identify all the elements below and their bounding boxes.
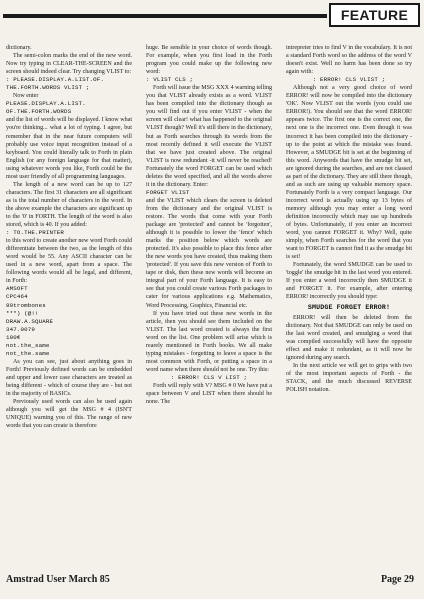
paragraph: to this word to create another new word Forth could differentiate between the two, as the length of this word would be 55. Any ASCII character can be used in a new word, apart from a space. The following words would all be legal, and different, in Forth: <box>6 238 132 285</box>
column-2 <box>146 44 272 566</box>
code-block: AMSOFT CPC464 99trombones ***) (@!! DRAW.A.SQUARE 347.0079 100€ not.the_same not_the.same <box>6 285 54 357</box>
paragraph: Fortunately, the word SMUDGE can be used to 'toggle' the smudge bit in the last word you entered. If you enter a word incorrectly then SMUDGE it and FORGET it. For example, after entering ERROR! incorrectly you should type: <box>286 262 412 301</box>
paragraph: intrepreter tries to find V in the vocabulary. It is not a standard Forth word so the address of the word V doesn't exist. Well no harm has been done so try again with: <box>286 45 412 76</box>
paragraph: ERROR! will then be deleted from the dictionary. Not that SMUDGE can only be used on the last word created, and smudging a word that was compiled successfully will have the opposite effect and make it redundant, as it will now be ignored during any search. <box>286 314 412 361</box>
paragraph: If you have tried out these new words in the article, then you should see them included on the VLIST. The last word created is always the first word on the list. One problem will arise which is rearely mentioned in Forth books. We all make typing mistakes - forgetting to leave a space is the most common with Forth, or putting a space in a word name when there should not be one. Try this: <box>146 310 272 373</box>
paragraph: In the next article we will get to grips with two of the most important aspects of Forth - the STACK, and the much discussed REVERSE POLISH notation. <box>286 362 412 393</box>
column-1 <box>6 44 132 566</box>
code-block: PLEASE.DISPLAY.A.LIST. OF.THE.FORTH.WORDS <box>6 100 86 116</box>
paragraph: and the VLIST which clears the screen is deleted from the dictionary and the original VLIST is restore. The words that come with your Forth package are 'protected' and cannot be 'forgotten', although it is possible to lower the 'fence' which marks the position below which words are protected. It's also possible to place this fence after the new words you have created, thus making them 'protected'. If you save this new version of Forth to tape or disk, then these new words will become an integral part of your Forth language. It is easy to see that you could create various Forth packages to cater for various applications e.g. Mathematics, Word Processing, Graphics, Financial etc. <box>146 197 272 309</box>
paragraph: Previously used words can also be used again although you will get the MSG # 4 (ISN'T UNIQUE) warning you of this. The range of new words that you can create is therefore <box>6 399 132 430</box>
section-label: FEATURE <box>329 3 420 27</box>
paragraph: Forth will issue the MSG XXX 4 warning telling you that VLIST already exists as a word. VLIST has been compiled into the dictionary though as you will find out if you enter VLIST - when the screen will clear! what has happened to the original VLIST though? Well it's still there in the dictionary, but as Forth searches through its words from the most recently defined it will execute the VLIST that we have just created above. The original VLIST is now redundant -it will never be reached! Fortunately the word FORGET can be used which deletes the word specified, and all the words above it in the dictionary. Enter: <box>146 85 272 188</box>
column-3 <box>286 44 412 566</box>
paragraph: huge. Be sensible in your choice of words though. For example, when you first load in the Forth program you could make up the following new word: <box>146 45 272 76</box>
paragraph: dictionary. <box>6 45 32 51</box>
code-block: : ERROR! CLS V LIST ; <box>170 373 248 381</box>
code-block: : TO.THE.PRINTER <box>6 229 65 237</box>
header-rule <box>3 14 327 18</box>
paragraph: Now enter <box>13 93 39 100</box>
code-block: SMUDGE FORGET ERROR! <box>307 303 391 311</box>
code-block: : VLIST CLS ; <box>146 76 194 84</box>
paragraph: Although not a very good choice of word ERROR! will now be compiled into the dictionary 'OK'. Now VLIST out the words (you could use ERROR!). You should see that the word ERROR! appears twice. The first one is the correct one, the next one is the incorrect one. Even though it was incorrect it has been compiled into the dictionary - up to the point at which the mistake was found. However, a SMUDGE bit is set at the beginning of this word. Anywords that have the smudge bit set, are ignored during the searches, and are not classed as part of the dictionary. They are still there though, and as such are using up valuable memory space. Fortunately Forth is a very compact language. Our incorrect word is actually using up 13 bytes of memory although you may enter a long word definition incorrectly which may use up hundreds of bytes. Unfortunately, if you enter an incorrect word, you cannot FORGET it. Why? Well, quite simply, when Forth searches for the word that you want to FORGET is cannot find it as the smudge bit is set! <box>286 85 412 261</box>
paragraph: The length of a new word can be up to 127 characters. The first 31 characters are all significant as is the total number of characters in the word. In the above example the characters are significant up to the '0' in FORTH. The length of the word is also stored, which is 40. If you added: <box>6 181 132 229</box>
paragraph: As you can see, just about anything goes in Forth! Previously defined words can be embedded and upper and lower case characters are treated as being different - which of course they are - but not in the majority of BASICs. <box>6 358 132 398</box>
paragraph: The semi-colon marks the end of the new word. Now try typing in CLEAR-THE-SCREEN and the screen should indeed clear. Try changing VLIST to: <box>6 53 132 76</box>
paragraph: and the list of words will be displayed. I know what you're thinking... what a lot of typing. I agree, but remember that in the near future computers will probably use voice input recognition instead of a keyboard. You could literally talk to Forth in plain English (or any foreign language for that matter), using whatever words you like, Forth could be the most user friendly of all programming languages. <box>6 117 132 180</box>
footer-page-number: Page 29 <box>380 574 414 585</box>
code-block: : ERROR! CLS VLIST ; <box>312 76 386 84</box>
code-block: FORGET VLIST <box>146 188 190 196</box>
footer-publication: Amstrad User March 85 <box>6 574 110 585</box>
code-block: : PLEASE.DISPLAY.A.LIST.OF. THE.FORTH.WORDS VLIST ; <box>6 76 104 92</box>
paragraph: Forth will reply with V? MSG # 0 We have put a space between V and LIST when there should be none. The <box>146 382 272 406</box>
